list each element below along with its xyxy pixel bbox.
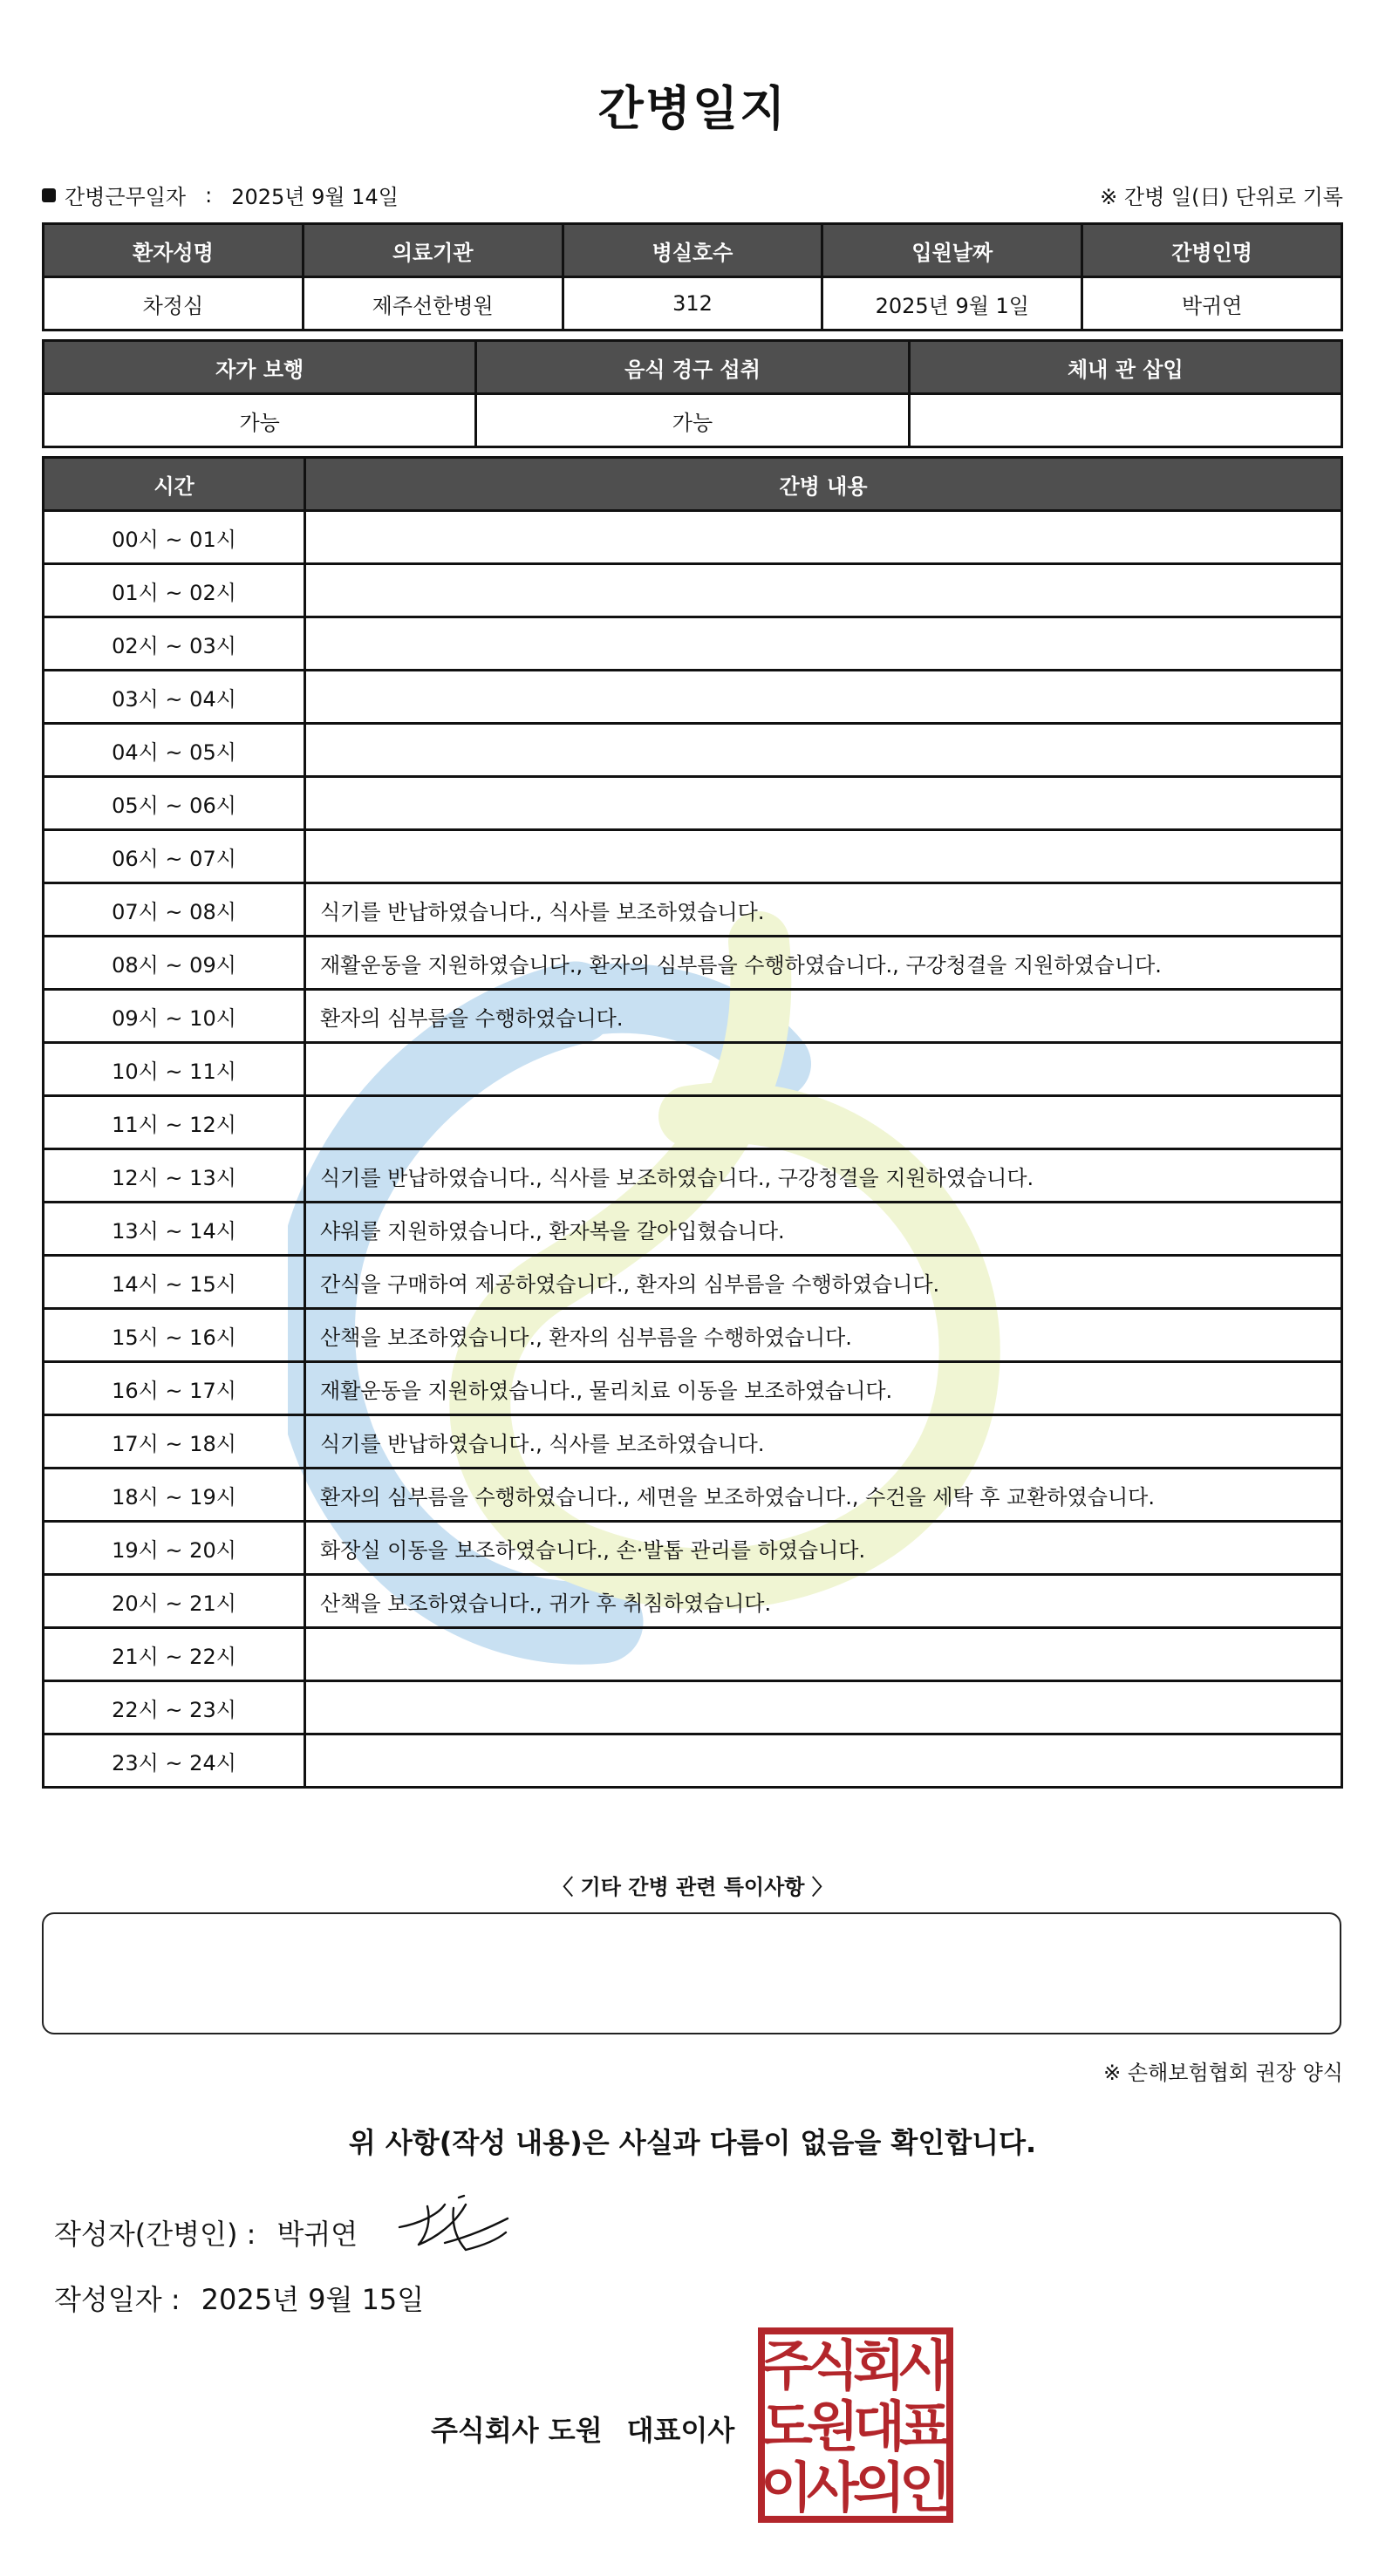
- log-time: 07시 ~ 08시: [44, 883, 305, 937]
- log-time: 22시 ~ 23시: [44, 1681, 305, 1734]
- log-row: [44, 1469, 1342, 1522]
- log-content: [305, 777, 1342, 830]
- work-date-value: 2025년 9월 14일: [231, 185, 399, 209]
- patient-info-table: [42, 222, 1343, 331]
- log-row: [44, 937, 1342, 990]
- admission-date-value: 2025년 9월 1일: [822, 277, 1082, 331]
- log-time: 20시 ~ 21시: [44, 1575, 305, 1628]
- log-content: [305, 511, 1342, 564]
- log-row: [44, 724, 1342, 777]
- seal-glyph: 사: [807, 2456, 859, 2519]
- log-time: 09시 ~ 10시: [44, 990, 305, 1043]
- tube-insertion-value: [909, 394, 1341, 447]
- log-row: [44, 1362, 1342, 1415]
- log-content: 샤워를 지원하였습니다., 환자복을 갈아입혔습니다.: [305, 1203, 1342, 1256]
- company-line: [431, 2409, 734, 2449]
- header-room-number: 병실호수: [563, 224, 822, 277]
- signature-icon: [392, 2189, 515, 2259]
- patient-info-value-row: [44, 277, 1342, 331]
- page-title: 간병일지: [597, 81, 788, 136]
- log-content: 식기를 반납하였습니다., 식사를 보조하였습니다., 구강청결을 지원하였습니다.: [305, 1149, 1342, 1203]
- writer-name: 박귀연: [276, 2218, 358, 2251]
- log-time: 02시 ~ 03시: [44, 617, 305, 671]
- log-row: [44, 1149, 1342, 1203]
- header-tube-insertion: 체내 관 삽입: [909, 341, 1341, 394]
- log-content: 환자의 심부름을 수행하였습니다., 세면을 보조하였습니다., 수건을 세탁 후 교환하였습니다.: [305, 1469, 1342, 1522]
- log-row: [44, 777, 1342, 830]
- caregiver-name-value: 박귀연: [1082, 277, 1342, 331]
- log-row: [44, 1415, 1342, 1469]
- log-row: [44, 1256, 1342, 1309]
- written-date-label: 작성일자 :: [54, 2283, 181, 2316]
- log-content: 산책을 보조하였습니다., 귀가 후 취침하였습니다.: [305, 1575, 1342, 1628]
- work-date-row: [42, 180, 399, 210]
- log-content: [305, 617, 1342, 671]
- header-institution: 의료기관: [303, 224, 563, 277]
- log-content: 재활운동을 지원하였습니다., 환자의 심부름을 수행하였습니다., 구강청결을 지원하였습니다.: [305, 937, 1342, 990]
- institution-value: 제주선한병원: [303, 277, 563, 331]
- bullet-square-icon: [42, 188, 56, 202]
- status-value-row: [44, 394, 1342, 447]
- seal-glyph: 이: [761, 2456, 813, 2519]
- log-content: [305, 564, 1342, 617]
- status-header-row: [44, 341, 1342, 394]
- log-content: 식기를 반납하였습니다., 식사를 보조하였습니다.: [305, 1415, 1342, 1469]
- log-content: [305, 1734, 1342, 1788]
- log-row: [44, 1681, 1342, 1734]
- header-care-content: 간병 내용: [305, 458, 1342, 511]
- log-row: [44, 1628, 1342, 1681]
- log-row: [44, 671, 1342, 724]
- log-header-row: [44, 458, 1342, 511]
- log-row: [44, 990, 1342, 1043]
- log-body: [44, 511, 1342, 1788]
- log-row: [44, 564, 1342, 617]
- seal-glyph: 식: [807, 2334, 859, 2397]
- log-time: 21시 ~ 22시: [44, 1628, 305, 1681]
- work-date-label: 간병근무일자: [65, 185, 187, 209]
- log-content: 간식을 구매하여 제공하였습니다., 환자의 심부름을 수행하였습니다.: [305, 1256, 1342, 1309]
- seal-glyph: 의: [853, 2456, 905, 2519]
- log-time: 01시 ~ 02시: [44, 564, 305, 617]
- log-row: [44, 1043, 1342, 1096]
- log-row: [44, 511, 1342, 564]
- log-content: [305, 830, 1342, 883]
- patient-status-table: [42, 339, 1343, 448]
- log-time: 18시 ~ 19시: [44, 1469, 305, 1522]
- room-number-value: 312: [563, 277, 822, 331]
- header-oral-intake: 음식 경구 섭취: [476, 341, 909, 394]
- header-time: 시간: [44, 458, 305, 511]
- log-time: 15시 ~ 16시: [44, 1309, 305, 1362]
- header-patient-name: 환자성명: [44, 224, 304, 277]
- log-time: 17시 ~ 18시: [44, 1415, 305, 1469]
- log-time: 11시 ~ 12시: [44, 1096, 305, 1149]
- special-notes-box: [42, 1912, 1341, 2034]
- log-content: 산책을 보조하였습니다., 환자의 심부름을 수행하였습니다.: [305, 1309, 1342, 1362]
- header-caregiver-name: 간병인명: [1082, 224, 1342, 277]
- special-notes-label: 〈 기타 간병 관련 특이사항 〉: [552, 1875, 833, 1899]
- log-row: [44, 1734, 1342, 1788]
- log-content: [305, 1628, 1342, 1681]
- log-time: 04시 ~ 05시: [44, 724, 305, 777]
- log-time: 23시 ~ 24시: [44, 1734, 305, 1788]
- log-content: 화장실 이동을 보조하였습니다., 손·발톱 관리를 하였습니다.: [305, 1522, 1342, 1575]
- log-time: 19시 ~ 20시: [44, 1522, 305, 1575]
- log-row: [44, 1575, 1342, 1628]
- self-walking-value: 가능: [44, 394, 476, 447]
- written-date-value: 2025년 9월 15일: [201, 2283, 425, 2316]
- patient-name-value: 차정심: [44, 277, 304, 331]
- company-name: 주식회사 도원: [431, 2414, 603, 2447]
- log-time: 06시 ~ 07시: [44, 830, 305, 883]
- patient-info-header-row: [44, 224, 1342, 277]
- log-time: 10시 ~ 11시: [44, 1043, 305, 1096]
- work-date-separator: :: [205, 182, 213, 208]
- log-time: 08시 ~ 09시: [44, 937, 305, 990]
- seal-glyph: 도: [761, 2395, 813, 2458]
- log-row: [44, 1522, 1342, 1575]
- oral-intake-value: 가능: [476, 394, 909, 447]
- log-content: [305, 671, 1342, 724]
- log-time: 16시 ~ 17시: [44, 1362, 305, 1415]
- header-admission-date: 입원날짜: [822, 224, 1082, 277]
- log-time: 05시 ~ 06시: [44, 777, 305, 830]
- log-content: [305, 1096, 1342, 1149]
- log-content: 식기를 반납하였습니다., 식사를 보조하였습니다.: [305, 883, 1342, 937]
- seal-glyph: 표: [899, 2395, 952, 2458]
- seal-glyph: 인: [899, 2456, 952, 2519]
- log-row: [44, 830, 1342, 883]
- writer-label: 작성자(간병인) :: [54, 2218, 256, 2251]
- seal-glyph: 원: [807, 2395, 859, 2458]
- log-row: [44, 1203, 1342, 1256]
- log-time: 14시 ~ 15시: [44, 1256, 305, 1309]
- hourly-care-log-table: [42, 456, 1343, 1789]
- company-role: 대표이사: [626, 2414, 735, 2447]
- log-time: 13시 ~ 14시: [44, 1203, 305, 1256]
- log-content: 환자의 심부름을 수행하였습니다.: [305, 990, 1342, 1043]
- daily-record-note: ※ 간병 일(日) 단위로 기록: [1100, 185, 1343, 209]
- log-row: [44, 1096, 1342, 1149]
- log-content: [305, 1043, 1342, 1096]
- log-time: 12시 ~ 13시: [44, 1149, 305, 1203]
- seal-glyph: 주: [761, 2334, 813, 2397]
- log-row: [44, 883, 1342, 937]
- log-content: 재활운동을 지원하였습니다., 물리치료 이동을 보조하였습니다.: [305, 1362, 1342, 1415]
- seal-glyph: 회: [853, 2334, 905, 2397]
- written-date-row: [54, 2278, 424, 2318]
- company-seal-icon: [757, 2327, 954, 2524]
- header-self-walking: 자가 보행: [44, 341, 476, 394]
- log-row: [44, 617, 1342, 671]
- writer-row: [54, 2212, 358, 2252]
- recommended-form-note: ※ 손해보험협회 권장 양식: [1103, 2061, 1343, 2085]
- log-time: 03시 ~ 04시: [44, 671, 305, 724]
- log-time: 00시 ~ 01시: [44, 511, 305, 564]
- log-row: [44, 1309, 1342, 1362]
- seal-glyph: 대: [853, 2395, 905, 2458]
- log-content: [305, 724, 1342, 777]
- seal-glyph: 사: [899, 2334, 952, 2397]
- log-content: [305, 1681, 1342, 1734]
- confirmation-statement: 위 사항(작성 내용)은 사실과 다름이 없음을 확인합니다.: [348, 2126, 1037, 2159]
